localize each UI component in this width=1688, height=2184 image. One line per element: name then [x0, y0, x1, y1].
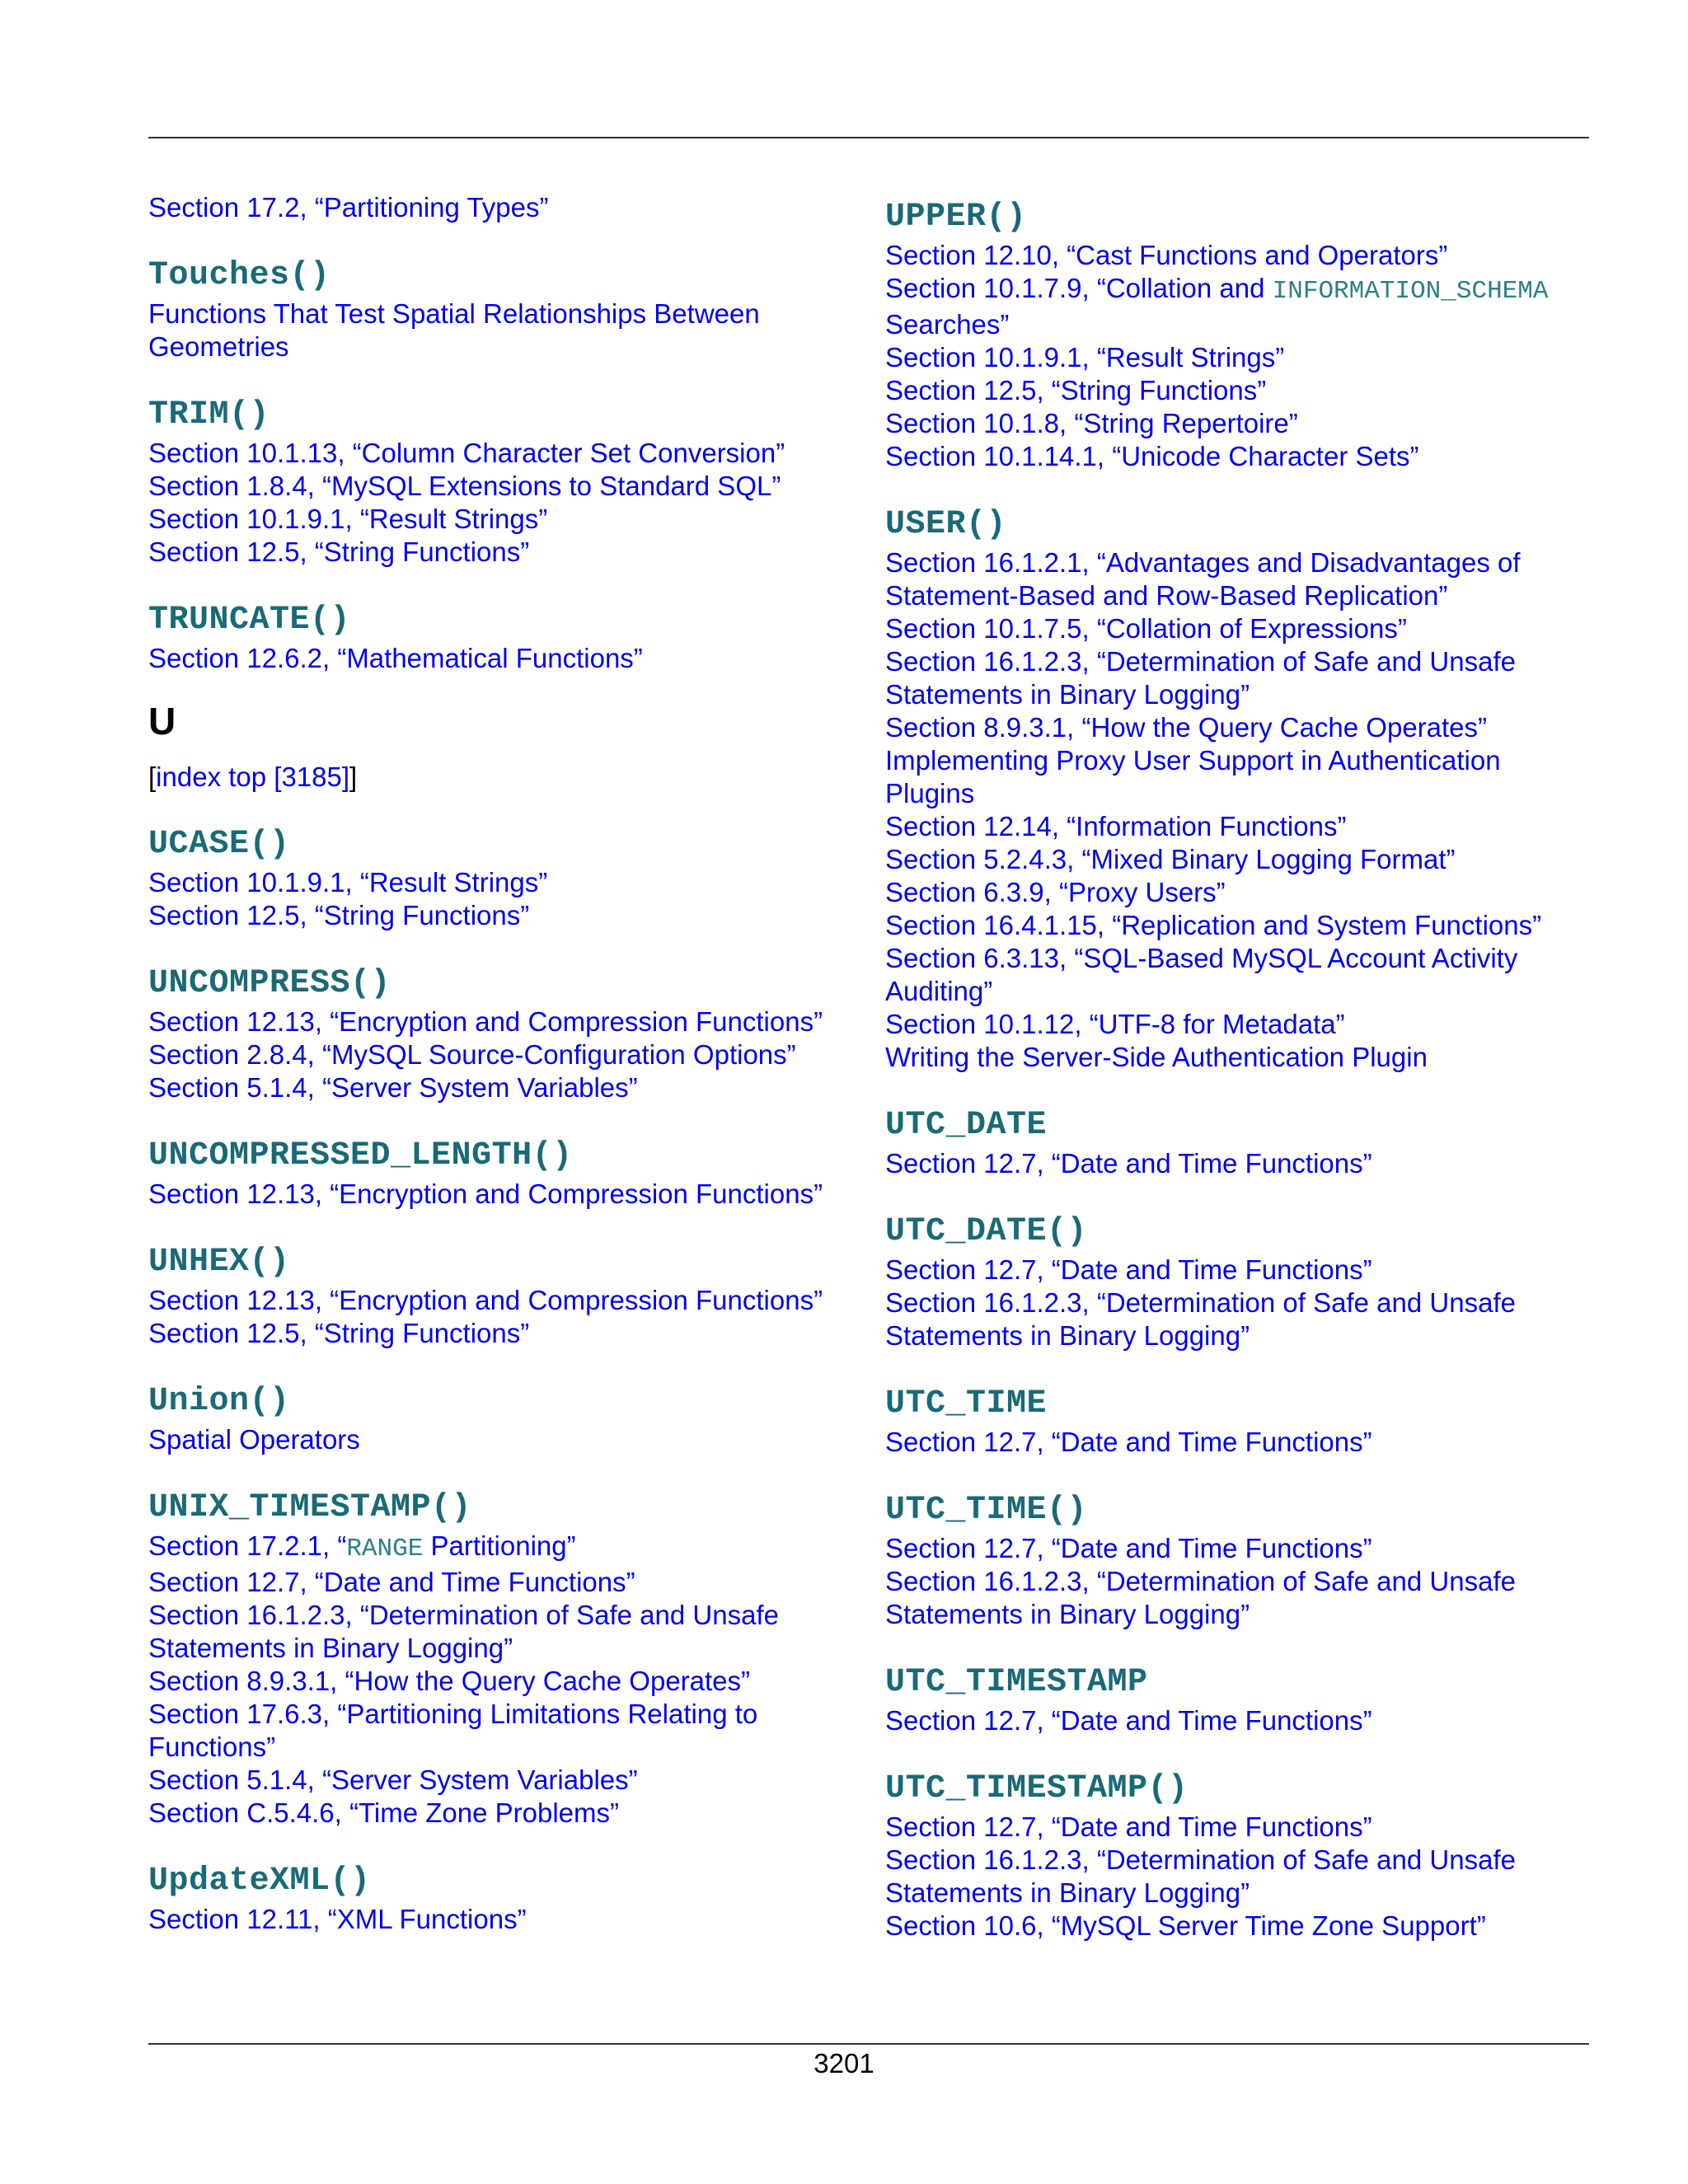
index-entry-uncompress [148, 963, 841, 1104]
index-ref-link[interactable]: Section 5.1.4, “Server System Variables” [148, 1765, 638, 1795]
index-term: UTC_TIMESTAMP [885, 1664, 1148, 1701]
index-ref-link[interactable]: Section 12.7, “Date and Time Functions” [148, 1567, 635, 1597]
bottom-rule [148, 2043, 1589, 2045]
index-ref-link[interactable]: Section 12.7, “Date and Time Functions” [885, 1705, 1372, 1736]
index-entry-touches [148, 255, 841, 363]
index-ref-link[interactable]: Section 16.1.2.3, “Determination of Safe and Unsafe Statements in Binary Logging” [885, 1844, 1516, 1908]
index-ref-link[interactable]: Section 12.10, “Cast Functions and Operators” [885, 240, 1448, 270]
index-term: Touches() [148, 257, 331, 294]
index-ref-link[interactable]: Section 6.3.13, “SQL-Based MySQL Account Activity Auditing” [885, 943, 1518, 1006]
index-entry-user [885, 504, 1578, 1074]
index-ref-link[interactable]: Section 12.13, “Encryption and Compression Functions” [148, 1006, 823, 1037]
index-term: UTC_DATE [885, 1107, 1048, 1144]
index-ref-link[interactable] [885, 272, 1578, 341]
index-ref-link[interactable]: Section 12.13, “Encryption and Compression Functions” [148, 1179, 823, 1209]
index-ref-link[interactable]: Section 10.1.9.1, “Result Strings” [148, 867, 548, 898]
index-ref-link[interactable]: Section 10.1.9.1, “Result Strings” [885, 342, 1285, 373]
index-ref-link[interactable]: Section 2.8.4, “MySQL Source-Configuration Options” [148, 1039, 796, 1070]
index-ref-link[interactable]: Spatial Operators [148, 1424, 360, 1455]
index-term: UTC_TIMESTAMP() [885, 1770, 1189, 1807]
top-rule [148, 137, 1589, 138]
index-column-right [885, 196, 1578, 1973]
index-term: UTC_DATE() [885, 1213, 1088, 1250]
index-ref-link[interactable]: Section 10.1.7.5, “Collation of Expressions” [885, 613, 1407, 644]
index-ref-link[interactable]: Section 16.4.1.15, “Replication and System Functions” [885, 910, 1542, 940]
index-column-left [148, 191, 841, 1966]
index-top-link[interactable]: index top [3185] [156, 762, 350, 792]
ref-code-text: RANGE [346, 1535, 424, 1563]
index-entry-union [148, 1380, 841, 1456]
index-term: UTC_TIME [885, 1385, 1048, 1422]
index-ref-link[interactable]: Section 16.1.2.1, “Advantages and Disadvantages of Statement-Based and Row-Based Replication” [885, 547, 1521, 611]
index-ref-link[interactable]: Section 16.1.2.3, “Determination of Safe and Unsafe Statements in Binary Logging” [885, 1566, 1516, 1629]
index-term: UpdateXML() [148, 1863, 371, 1900]
index-entry-utc-timestamp-func [885, 1768, 1578, 1943]
index-ref-link[interactable]: Section 12.14, “Information Functions” [885, 811, 1347, 841]
index-ref-link[interactable]: Section 16.1.2.3, “Determination of Safe and Unsafe Statements in Binary Logging” [885, 1287, 1516, 1351]
index-ref-link[interactable]: Section 12.11, “XML Functions” [148, 1904, 527, 1934]
index-entry [148, 191, 841, 224]
index-ref-link[interactable]: Section 12.5, “String Functions” [885, 375, 1267, 405]
index-ref-link[interactable]: Section 5.1.4, “Server System Variables” [148, 1072, 638, 1103]
index-entry-utc-time-func [885, 1489, 1578, 1631]
index-ref-link[interactable]: Section 6.3.9, “Proxy Users” [885, 877, 1226, 907]
index-entry-utc-date-func [885, 1211, 1578, 1352]
index-ref-link[interactable]: Section 16.1.2.3, “Determination of Safe and Unsafe Statements in Binary Logging” [885, 646, 1516, 710]
index-ref-link[interactable]: Section C.5.4.6, “Time Zone Problems” [148, 1797, 619, 1828]
index-entry-unix-timestamp [148, 1487, 841, 1830]
index-ref-link[interactable]: Section 12.5, “String Functions” [148, 1318, 530, 1348]
bracket-open: [ [148, 762, 157, 792]
index-ref-link[interactable] [148, 1530, 841, 1566]
index-term: USER() [885, 506, 1007, 543]
index-term: UNHEX() [148, 1244, 290, 1281]
index-ref-link[interactable]: Section 17.6.3, “Partitioning Limitations Relating to Functions” [148, 1699, 758, 1762]
index-ref-link[interactable]: Section 5.2.4.3, “Mixed Binary Logging Format” [885, 844, 1456, 874]
bracket-close: ] [349, 762, 358, 792]
ref-text: Partitioning” [423, 1530, 576, 1561]
index-term: Union() [148, 1383, 290, 1420]
index-entry-upper [885, 196, 1578, 473]
index-ref-link[interactable]: Section 12.7, “Date and Time Functions” [885, 1254, 1372, 1285]
index-ref-link[interactable]: Implementing Proxy User Support in Authentication Plugins [885, 745, 1501, 808]
index-entry-utc-timestamp [885, 1661, 1578, 1737]
index-entry-uncompressed-length [148, 1135, 841, 1211]
index-ref-link[interactable]: Section 12.5, “String Functions” [148, 537, 530, 567]
index-term: UPPER() [885, 199, 1027, 236]
index-term: TRIM() [148, 396, 270, 434]
ref-code-text: INFORMATION_SCHEMA [1272, 277, 1549, 306]
index-ref-link[interactable]: Section 12.5, “String Functions” [148, 900, 530, 930]
index-letter-heading: U [148, 700, 176, 743]
index-ref-link[interactable]: Section 12.13, “Encryption and Compression Functions” [148, 1285, 823, 1315]
index-top-line [148, 761, 841, 794]
index-entry-trim [148, 394, 841, 569]
index-ref-link[interactable]: Section 12.7, “Date and Time Functions” [885, 1148, 1372, 1179]
index-ref-link[interactable]: Section 16.1.2.3, “Determination of Safe and Unsafe Statements in Binary Logging” [148, 1600, 779, 1663]
page-number: 3201 [814, 2048, 874, 2079]
index-ref-link[interactable]: Section 10.6, “MySQL Server Time Zone Support” [885, 1910, 1486, 1941]
index-ref-link[interactable]: Section 10.1.12, “UTF-8 for Metadata” [885, 1009, 1345, 1039]
index-entry-ucase [148, 823, 841, 932]
index-ref-link[interactable]: Section 10.1.9.1, “Result Strings” [148, 504, 548, 534]
ref-text: Section 10.1.7.9, “Collation and [885, 273, 1273, 303]
index-ref-link[interactable]: Section 12.7, “Date and Time Functions” [885, 1427, 1372, 1457]
index-entry-utc-time [885, 1383, 1578, 1459]
ref-text: Searches” [885, 309, 1010, 340]
index-ref-link[interactable]: Functions That Test Spatial Relationships Between Geometries [148, 298, 760, 362]
index-entry-truncate [148, 599, 841, 675]
index-term: UNCOMPRESS() [148, 965, 392, 1002]
index-ref-link[interactable]: Section 10.1.14.1, “Unicode Character Sets” [885, 441, 1419, 471]
index-ref-link[interactable]: Section 8.9.3.1, “How the Query Cache Operates” [885, 712, 1488, 743]
index-ref-link[interactable]: Section 12.6.2, “Mathematical Functions” [148, 643, 643, 673]
index-entry-unhex [148, 1241, 841, 1350]
index-term: UTC_TIME() [885, 1492, 1088, 1529]
index-ref-link[interactable]: Writing the Server-Side Authentication Plugin [885, 1042, 1428, 1072]
index-ref-link[interactable]: Section 17.2, “Partitioning Types” [148, 192, 549, 223]
index-ref-link[interactable]: Section 8.9.3.1, “How the Query Cache Operates” [148, 1666, 751, 1696]
index-term: TRUNCATE() [148, 602, 351, 639]
index-term: UNIX_TIMESTAMP() [148, 1489, 472, 1526]
index-entry-utc-date [885, 1104, 1578, 1180]
index-entry-updatexml [148, 1860, 841, 1936]
index-ref-link[interactable]: Section 1.8.4, “MySQL Extensions to Standard SQL” [148, 471, 781, 501]
index-ref-link[interactable]: Section 12.7, “Date and Time Functions” [885, 1533, 1372, 1563]
ref-text: Section 17.2.1, “ [148, 1530, 347, 1561]
index-term: UNCOMPRESSED_LENGTH() [148, 1137, 573, 1174]
index-ref-link[interactable]: Section 10.1.13, “Column Character Set Conversion” [148, 438, 785, 468]
index-ref-link[interactable]: Section 10.1.8, “String Repertoire” [885, 408, 1298, 438]
index-ref-link[interactable]: Section 12.7, “Date and Time Functions” [885, 1811, 1372, 1842]
index-term: UCASE() [148, 826, 290, 863]
